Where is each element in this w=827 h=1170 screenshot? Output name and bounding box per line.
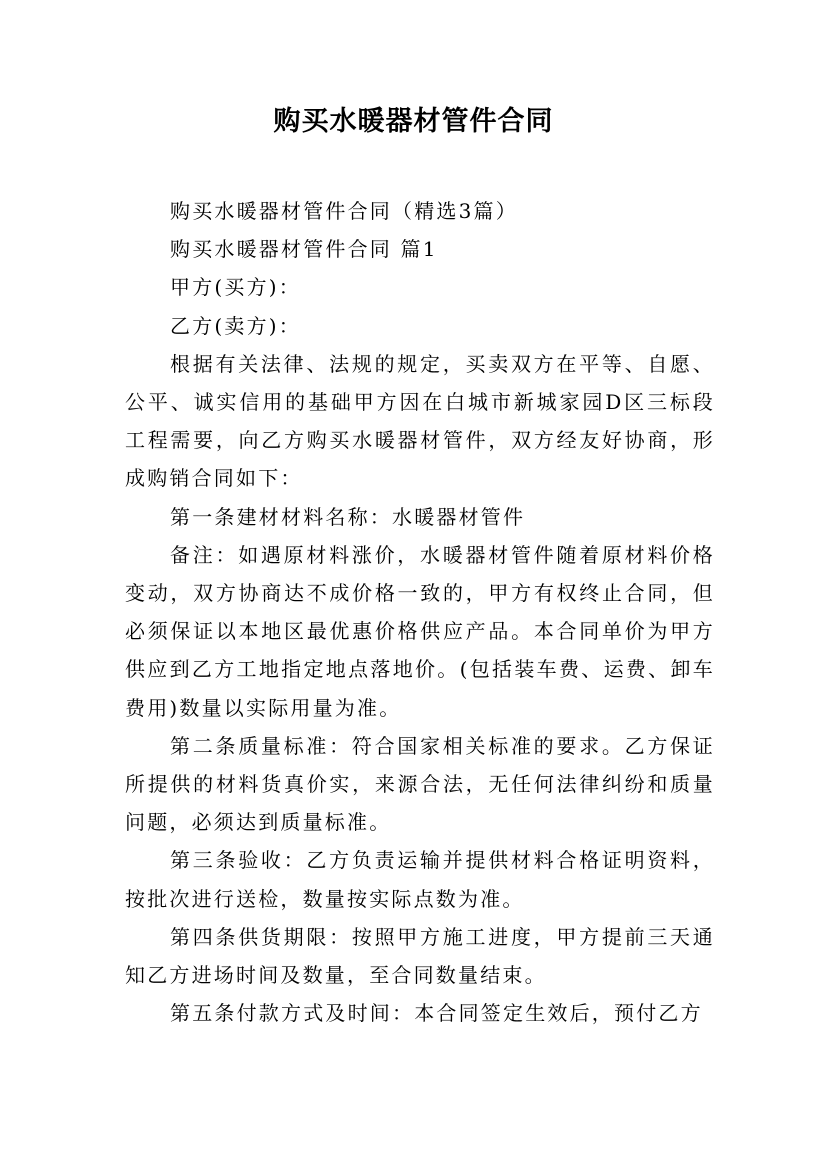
document-title: 购买水暖器材管件合同 bbox=[273, 106, 554, 137]
paragraph-article-3: 第三条验收：乙方负责运输并提供材料合格证明资料，按批次进行送检，数量按实际点数为准。 bbox=[125, 848, 715, 911]
paragraph-remark: 备注：如遇原材料涨价，水暖器材管件随着原材料价格变动，双方协商达不成价格一致的，甲方有权终止合同，但必须保证以本地区最优惠价格供应产品。本合同单价为甲方供应到乙方工地指定地点落地价。(包括装车费、运费、卸车费用)数量以实际用量为准。 bbox=[125, 542, 715, 720]
paragraph-article-1: 第一条建材材料名称：水暖器材管件 bbox=[170, 504, 526, 529]
paragraph-article-5: 第五条付款方式及时间：本合同签定生效后，预付乙方 bbox=[170, 1001, 703, 1026]
paragraph-article-4: 第四条供货期限：按照甲方施工进度，甲方提前三天通知乙方进场时间及数量，至合同数量结束。 bbox=[125, 924, 715, 988]
paragraph-subtitle: 购买水暖器材管件合同（精选3篇） bbox=[170, 199, 518, 223]
document-body bbox=[125, 192, 715, 1032]
paragraph-section-heading: 购买水暖器材管件合同 篇1 bbox=[170, 237, 438, 262]
paragraph-preamble: 根据有关法律、法规的规定，买卖双方在平等、自愿、公平、诚实信用的基础甲方因在白城市新城家园D区三标段工程需要，向乙方购买水暖器材管件，双方经友好协商，形成购销合同如下： bbox=[125, 351, 715, 491]
paragraph-party-b: 乙方(卖方)： bbox=[170, 313, 302, 338]
paragraph-article-2: 第二条质量标准：符合国家相关标准的要求。乙方保证所提供的材料货真价实，来源合法，无任何法律纠纷和质量问题，必须达到质量标准。 bbox=[125, 733, 715, 835]
paragraph-party-a: 甲方(买方)： bbox=[170, 275, 302, 300]
